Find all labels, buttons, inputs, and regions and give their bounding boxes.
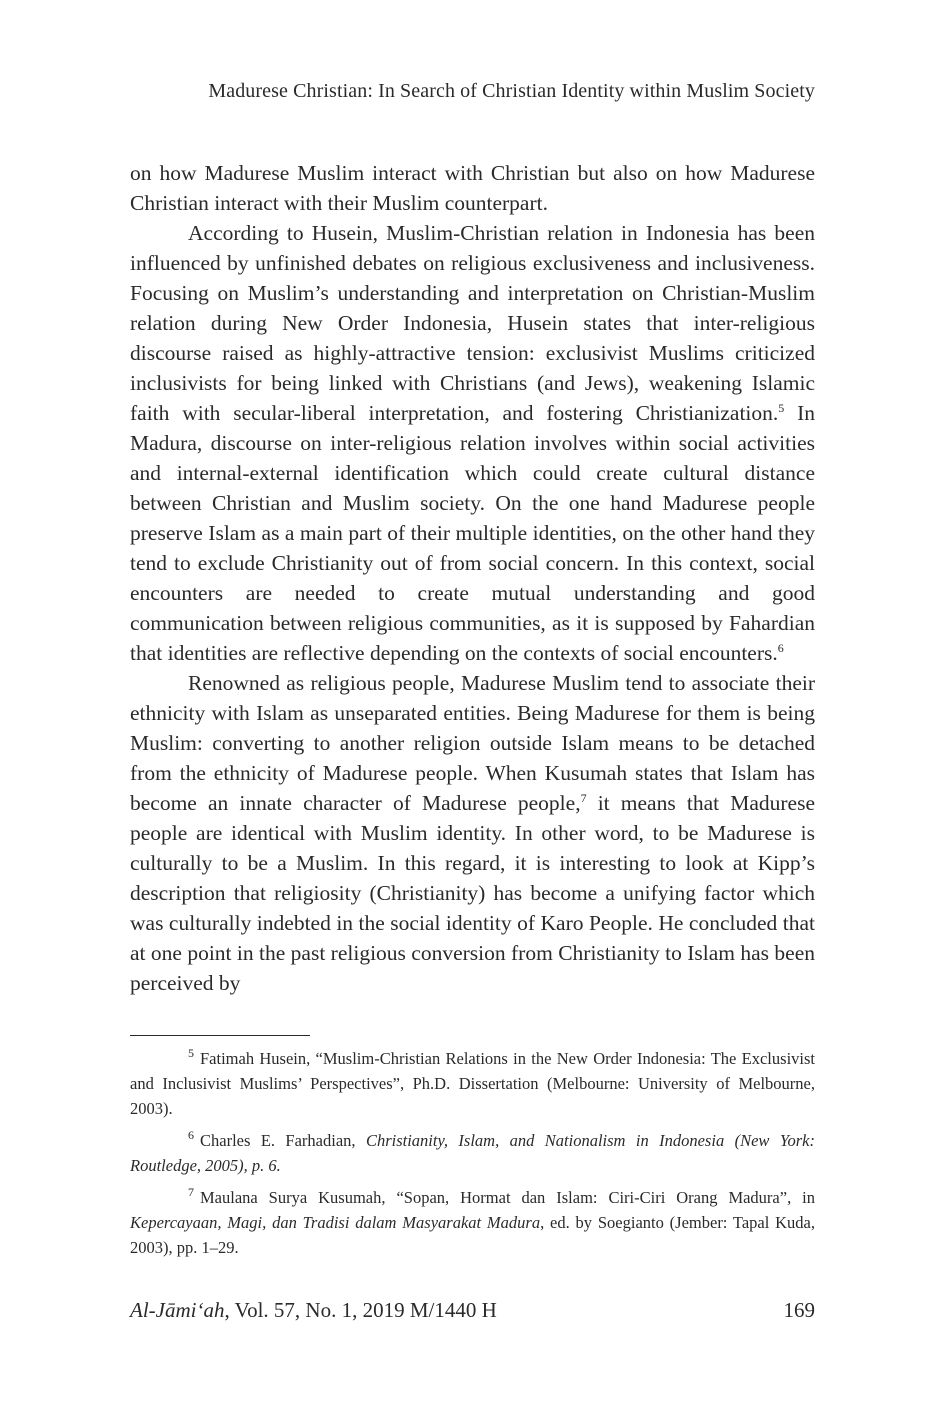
body-text bbox=[130, 158, 815, 998]
page-footer bbox=[130, 1298, 815, 1323]
paragraph-3-text-a: Renowned as religious people, Madurese Muslim tend to associate their ethnicity with Islam as unseparated entities. Being Madurese for them is being Muslim: converting to another religion outside Islam means to be detached from the ethnicity of Madurese people. When Kusumah states that Islam has become an innate character of Madurese people, bbox=[130, 671, 815, 815]
footnote-title: Christianity, Islam, and Nationalism in Indonesia (New York: Routledge, 2005), p. 6. bbox=[130, 1131, 815, 1175]
page-number: 169 bbox=[783, 1298, 815, 1322]
journal-citation bbox=[130, 1298, 497, 1323]
footnotes bbox=[130, 1046, 815, 1267]
footnote-text: Maulana Surya Kusumah, “Sopan, Hormat dan Islam: Ciri-Ciri Orang Madura”, in bbox=[200, 1188, 815, 1207]
footnote-6 bbox=[130, 1128, 815, 1178]
paragraph-3 bbox=[130, 668, 815, 998]
paragraph-3-text-b: it means that Madurese people are identical with Muslim identity. In other word, to be Madurese is culturally to be a Muslim. In this regard, it is interesting to look at Kipp’s description that religiosity (Christianity) has become a unifying factor which was culturally indebted in the social identity of Karo People. He concluded that at one point in the past religious conversion from Christianity to Islam has been perceived by bbox=[130, 791, 815, 995]
paragraph-1: on how Madurese Muslim interact with Christian but also on how Madurese Christian interact with their Muslim counterpart. bbox=[130, 161, 815, 215]
journal-issue: , Vol. 57, No. 1, 2019 M/1440 H bbox=[224, 1298, 497, 1322]
footnote-ref-7[interactable]: 7 bbox=[580, 791, 587, 805]
footnote-ref-6[interactable]: 6 bbox=[777, 641, 784, 655]
footnote-number: 5 bbox=[188, 1046, 194, 1060]
footnote-text: Fatimah Husein, “Muslim-Christian Relations in the New Order Indonesia: The Exclusivist and Inclusivist Muslims’ Perspectives”, Ph.D. Dissertation (Melbourne: University of Melbourne, 2003). bbox=[130, 1049, 815, 1118]
footnote-text: Charles E. Farhadian, bbox=[200, 1131, 366, 1150]
footnote-title: Kepercayaan, Magi, dan Tradisi dalam Masyarakat Madura bbox=[130, 1213, 541, 1232]
footnote-5 bbox=[130, 1046, 815, 1121]
footnote-text-end: , ed. by Soegianto (Jember: Tapal Kuda, 2003), pp. 1–29. bbox=[130, 1213, 815, 1257]
footnote-7 bbox=[130, 1185, 815, 1260]
paragraph-2 bbox=[130, 218, 815, 668]
footnote-number: 7 bbox=[188, 1185, 194, 1199]
footnote-number: 6 bbox=[188, 1128, 194, 1142]
paragraph-2-text-a: According to Husein, Muslim-Christian relation in Indonesia has been influenced by unfinished debates on religious exclusiveness and inclusiveness. Focusing on Muslim’s understanding and interpretation on Christian-Muslim relation during New Order Indonesia, Husein states that inter-religious discourse raised as highly-attractive tension: exclusivist Muslims criticized inclusivists for being linked with Christians (and Jews), weakening Islamic faith with secular-liberal interpretation, and fostering Christianization. bbox=[130, 221, 815, 425]
footnote-ref-5[interactable]: 5 bbox=[778, 401, 785, 415]
paragraph-2-text-b: In Madura, discourse on inter-religious relation involves within social activities and internal-external identification which could create cultural distance between Christian and Muslim society. On the one hand Madurese people preserve Islam as a main part of their multiple identities, on the other hand they tend to exclude Christianity out of from social concern. In this context, social encounters are needed to create mutual understanding and good communication between religious communities, as it is supposed by Fahardian that identities are reflective depending on the contexts of social encounters. bbox=[130, 401, 816, 665]
journal-name: Al-Jāmi‘ah bbox=[130, 1298, 225, 1322]
running-head: Madurese Christian: In Search of Christian Identity within Muslim Society bbox=[208, 80, 815, 102]
footnote-divider bbox=[130, 1035, 310, 1036]
